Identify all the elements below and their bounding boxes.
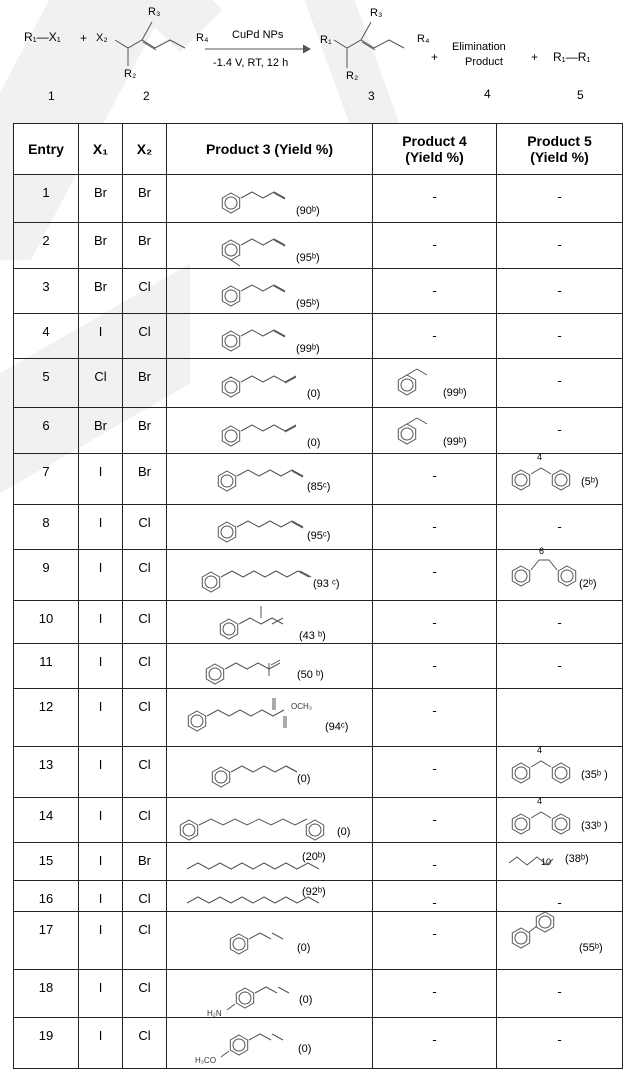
product-5-yield: - — [557, 518, 562, 534]
product-4-yield: - — [432, 282, 437, 298]
entry-cell: 19 — [14, 1018, 79, 1069]
product-3-cell — [167, 912, 373, 970]
chain-count-label: 4 — [537, 452, 543, 463]
header-entry: Entry — [14, 124, 79, 175]
x2-cell: Cl — [123, 969, 167, 1018]
product-5-yield: (38ᵇ) — [565, 853, 589, 866]
product-5-cell — [497, 359, 623, 408]
x1-cell: Br — [79, 268, 123, 313]
conditions-label: -1.4 V, RT, 12 h — [213, 57, 289, 69]
product-4-yield: - — [432, 761, 437, 777]
product-3-yield: (95ᶜ) — [307, 529, 331, 542]
product-5-yield: - — [557, 1032, 562, 1048]
dimer-label: R₁—R₁ — [553, 50, 591, 64]
x1-cell: I — [79, 843, 123, 880]
header-x1: X₁ — [79, 124, 123, 175]
product-3-cell — [167, 969, 373, 1018]
product-4-yield: - — [432, 564, 437, 580]
entry-cell: 8 — [14, 504, 79, 549]
table-row — [14, 313, 623, 358]
elimination-label: Product — [465, 56, 503, 68]
product-3-yield: (90ᵇ) — [296, 204, 320, 217]
entry-cell: 10 — [14, 600, 79, 643]
x2-cell: Br — [123, 174, 167, 223]
header-x2: X₂ — [123, 124, 167, 175]
product-5-cell — [497, 644, 623, 688]
product-5-structure — [507, 456, 587, 496]
product-r2-label: R₂ — [346, 70, 359, 82]
x2-cell: Cl — [123, 644, 167, 688]
product-3-yield: (0) — [307, 388, 321, 401]
product-4-cell — [373, 313, 497, 358]
svg-text:H₂N: H₂N — [207, 1008, 222, 1018]
entry-cell: 16 — [14, 880, 79, 911]
product-3-yield: (0) — [298, 1043, 312, 1056]
plus-sign: + — [80, 31, 88, 45]
product-4-cell — [373, 912, 497, 970]
product-3-yield: (92ᵇ) — [302, 885, 326, 898]
x2-cell: Cl — [123, 688, 167, 747]
table-row — [14, 454, 623, 505]
compound-number: 3 — [368, 89, 375, 103]
product-3-cell — [167, 1018, 373, 1069]
product-5-yield: (5ᵇ) — [581, 476, 599, 489]
product-3-yield: (93 ᶜ) — [313, 578, 340, 591]
product-3-yield: (50 ᵇ) — [297, 669, 324, 682]
product-4-yield: - — [432, 188, 437, 204]
product-4-yield: - — [432, 468, 437, 484]
table-header-row — [14, 124, 623, 175]
entry-cell: 14 — [14, 798, 79, 843]
product-4-cell — [373, 550, 497, 601]
x1-cell: I — [79, 644, 123, 688]
product-3-yield: (0) — [299, 993, 313, 1006]
product-5-yield: - — [557, 188, 562, 204]
product-5-cell — [497, 223, 623, 268]
header-product-4: Product 4 (Yield %) — [373, 124, 497, 175]
compound-number: 2 — [143, 89, 150, 103]
entry-cell: 13 — [14, 747, 79, 798]
product-3-cell — [167, 359, 373, 408]
product-3-structure — [211, 414, 361, 459]
product-5-yield: (55ᵇ) — [579, 942, 603, 955]
product-4-yield: - — [432, 1032, 437, 1048]
product-3-structure — [219, 920, 369, 965]
product-4-yield: - — [432, 926, 437, 942]
reaction-scheme — [0, 0, 630, 112]
product-5-yield: - — [557, 421, 562, 437]
chain-count-label: 6 — [539, 546, 545, 557]
x1-cell: I — [79, 313, 123, 358]
product-4-yield: - — [432, 658, 437, 674]
product-5-cell — [497, 912, 623, 970]
product-3-cell — [167, 843, 373, 880]
table-row — [14, 1018, 623, 1069]
table-row — [14, 504, 623, 549]
compound-number: 4 — [484, 87, 491, 101]
x1-cell: I — [79, 504, 123, 549]
product-5-yield: - — [557, 894, 562, 910]
x2-cell: Cl — [123, 550, 167, 601]
product-r3-label: R₃ — [370, 7, 383, 19]
entry-cell: 6 — [14, 407, 79, 453]
product-3-cell — [167, 798, 373, 843]
x1-cell: Br — [79, 223, 123, 268]
product-3-structure — [207, 510, 357, 555]
chain-count-label: 10 — [541, 857, 552, 868]
product-4-yield: - — [432, 812, 437, 828]
x1-cell: I — [79, 1018, 123, 1069]
product-3-cell — [167, 504, 373, 549]
entry-cell: 11 — [14, 644, 79, 688]
product-3-structure — [201, 753, 351, 798]
product-5-cell — [497, 688, 623, 747]
x2-cell: Br — [123, 359, 167, 408]
product-5-cell — [497, 268, 623, 313]
table-row — [14, 688, 623, 747]
x2-cell: Cl — [123, 880, 167, 911]
product-3-cell — [167, 688, 373, 747]
entry-cell: 9 — [14, 550, 79, 601]
product-3-yield: (99ᵇ) — [296, 342, 320, 355]
product-5-cell — [497, 407, 623, 453]
product-5-cell — [497, 1018, 623, 1069]
r3-label: R₃ — [148, 6, 161, 18]
product-3-cell — [167, 407, 373, 453]
entry-cell: 18 — [14, 969, 79, 1018]
header-product-3: Product 3 (Yield %) — [167, 124, 373, 175]
entry-cell: 17 — [14, 912, 79, 970]
product-4-yield: - — [432, 327, 437, 343]
styrene-structure — [387, 412, 447, 452]
r4-label: R₄ — [196, 32, 209, 44]
product-3-yield: (95ᵇ) — [296, 297, 320, 310]
product-4-yield: - — [432, 237, 437, 253]
chain-count-label: 4 — [537, 745, 543, 756]
results-table — [13, 123, 623, 1069]
product-3-structure — [211, 181, 361, 226]
elimination-label: Elimination — [452, 41, 506, 53]
styrene-structure — [387, 363, 447, 403]
table-row — [14, 268, 623, 313]
product-4-yield: - — [432, 614, 437, 630]
product-4-cell — [373, 1018, 497, 1069]
table-row — [14, 174, 623, 223]
product-5-yield: - — [557, 373, 562, 389]
product-5-yield: (35ᵇ ) — [581, 769, 608, 782]
product-3-structure — [211, 274, 361, 319]
product-4-yield: (99ᵇ) — [443, 435, 467, 448]
entry-cell: 2 — [14, 223, 79, 268]
product-5-yield: - — [557, 282, 562, 298]
product-4-cell — [373, 454, 497, 505]
x2-cell: Cl — [123, 600, 167, 643]
x1-cell: I — [79, 454, 123, 505]
product-3-yield: (20ᵇ) — [302, 851, 326, 864]
product-4-cell — [373, 268, 497, 313]
x2-cell: Cl — [123, 268, 167, 313]
product-4-yield: - — [432, 857, 437, 873]
plus-sign: + — [531, 50, 539, 64]
allyl-halide-structure — [115, 18, 200, 73]
entry-cell: 3 — [14, 268, 79, 313]
entry-cell: 7 — [14, 454, 79, 505]
table-row — [14, 223, 623, 268]
x1-cell: I — [79, 600, 123, 643]
x1-cell: I — [79, 550, 123, 601]
table-row — [14, 912, 623, 970]
product-3-cell — [167, 550, 373, 601]
x1-cell: I — [79, 969, 123, 1018]
product-4-yield: (99ᵇ) — [443, 387, 467, 400]
product-3-yield: (43 ᵇ) — [299, 629, 326, 642]
product-3-yield: (0) — [337, 826, 351, 839]
product-5-cell — [497, 969, 623, 1018]
product-3-yield: (95ᵇ) — [296, 252, 320, 265]
product-3-cell — [167, 747, 373, 798]
product-4-cell — [373, 359, 497, 408]
product-5-cell — [497, 798, 623, 843]
product-5-yield: - — [557, 237, 562, 253]
product-3-structure — [181, 695, 331, 740]
product-3-cell — [167, 268, 373, 313]
product-3-structure — [209, 603, 359, 648]
x2-label: X₂ — [96, 32, 108, 44]
product-4-cell — [373, 600, 497, 643]
product-r4-label: R₄ — [417, 33, 430, 45]
x1-cell: Br — [79, 174, 123, 223]
x1-cell: I — [79, 912, 123, 970]
table-row — [14, 798, 623, 843]
product-5-cell — [497, 313, 623, 358]
product-4-cell — [373, 880, 497, 911]
plus-sign: + — [431, 50, 439, 64]
x1-cell: I — [79, 747, 123, 798]
table-row — [14, 843, 623, 880]
entry-cell: 15 — [14, 843, 79, 880]
svg-text:OCH₃: OCH₃ — [291, 701, 313, 711]
compound-number: 1 — [48, 89, 55, 103]
product-5-cell — [497, 454, 623, 505]
entry-cell: 5 — [14, 359, 79, 408]
product-5-cell — [497, 504, 623, 549]
product-3-cell — [167, 644, 373, 688]
product-4-cell — [373, 747, 497, 798]
x2-cell: Cl — [123, 313, 167, 358]
product-5-yield: - — [557, 983, 562, 999]
product-5-yield: - — [557, 327, 562, 343]
x1-cell: Cl — [79, 359, 123, 408]
table-row — [14, 407, 623, 453]
product-3-structure — [334, 20, 419, 75]
product-3-structure — [211, 228, 361, 273]
product-4-cell — [373, 798, 497, 843]
compound-number: 5 — [577, 88, 584, 102]
product-3-cell — [167, 174, 373, 223]
product-5-structure — [507, 552, 587, 592]
product-3-structure — [195, 1023, 349, 1068]
product-3-cell — [167, 223, 373, 268]
product-4-cell — [373, 688, 497, 747]
x2-cell: Cl — [123, 747, 167, 798]
r2-label: R₂ — [124, 68, 137, 80]
product-4-cell — [373, 843, 497, 880]
product-4-yield: - — [432, 983, 437, 999]
product-3-yield: (0) — [307, 436, 321, 449]
product-5-cell — [497, 546, 623, 601]
product-4-cell — [373, 969, 497, 1018]
x1-cell: I — [79, 880, 123, 911]
x1-cell: I — [79, 688, 123, 747]
product-4-cell — [373, 174, 497, 223]
product-3-structure — [207, 459, 357, 504]
product-5-yield: (33ᵇ ) — [581, 820, 608, 833]
product-3-structure — [211, 365, 361, 410]
product-3-structure — [175, 804, 325, 849]
product-4-yield: - — [432, 702, 437, 718]
product-3-structure — [211, 319, 361, 364]
table-row — [14, 359, 623, 408]
product-5-structure — [507, 914, 587, 954]
reactant-1: R₁—X₁ — [24, 30, 61, 44]
header-product-5: Product 5 (Yield %) — [497, 124, 623, 175]
table-row — [14, 747, 623, 798]
product-3-yield: (94ᶜ) — [325, 720, 349, 733]
x2-cell: Br — [123, 843, 167, 880]
x2-cell: Br — [123, 407, 167, 453]
product-5-cell — [497, 174, 623, 223]
x1-cell: Br — [79, 407, 123, 453]
x2-cell: Br — [123, 223, 167, 268]
x1-cell: I — [79, 798, 123, 843]
product-3-structure — [209, 976, 359, 1021]
product-4-cell — [373, 644, 497, 688]
product-5-structure — [507, 800, 587, 840]
product-4-cell — [373, 223, 497, 268]
x2-cell: Cl — [123, 912, 167, 970]
product-3-yield: (0) — [297, 942, 311, 955]
table-row — [14, 550, 623, 601]
x2-cell: Br — [123, 454, 167, 505]
table-row — [14, 969, 623, 1018]
table-row — [14, 644, 623, 688]
entry-cell: 12 — [14, 688, 79, 747]
product-3-yield: (0) — [297, 773, 311, 786]
product-4-cell — [373, 407, 497, 453]
reaction-arrow — [205, 45, 315, 55]
product-4-cell — [373, 504, 497, 549]
entry-cell: 4 — [14, 313, 79, 358]
product-4-yield: - — [432, 894, 437, 910]
product-5-cell — [497, 747, 623, 798]
product-5-cell — [497, 600, 623, 643]
table-row — [14, 600, 623, 643]
product-4-yield: - — [432, 518, 437, 534]
product-3-cell — [167, 454, 373, 505]
product-5-structure — [507, 749, 587, 789]
product-3-cell — [167, 880, 373, 911]
x2-cell: Cl — [123, 798, 167, 843]
product-5-yield: - — [557, 614, 562, 630]
product-r1-label: R₁ — [320, 34, 332, 46]
entry-cell: 1 — [14, 174, 79, 223]
catalyst-label: CuPd NPs — [232, 29, 284, 41]
product-5-yield: (2ᵇ) — [579, 578, 597, 591]
x2-cell: Cl — [123, 504, 167, 549]
chain-count-label: 4 — [537, 796, 543, 807]
x2-cell: Cl — [123, 1018, 167, 1069]
product-5-cell — [497, 843, 623, 880]
product-3-cell — [167, 600, 373, 643]
product-5-yield: - — [557, 658, 562, 674]
svg-text:H₃CO: H₃CO — [195, 1056, 217, 1066]
product-3-yield: (85ᶜ) — [307, 481, 331, 494]
product-3-cell — [167, 313, 373, 358]
